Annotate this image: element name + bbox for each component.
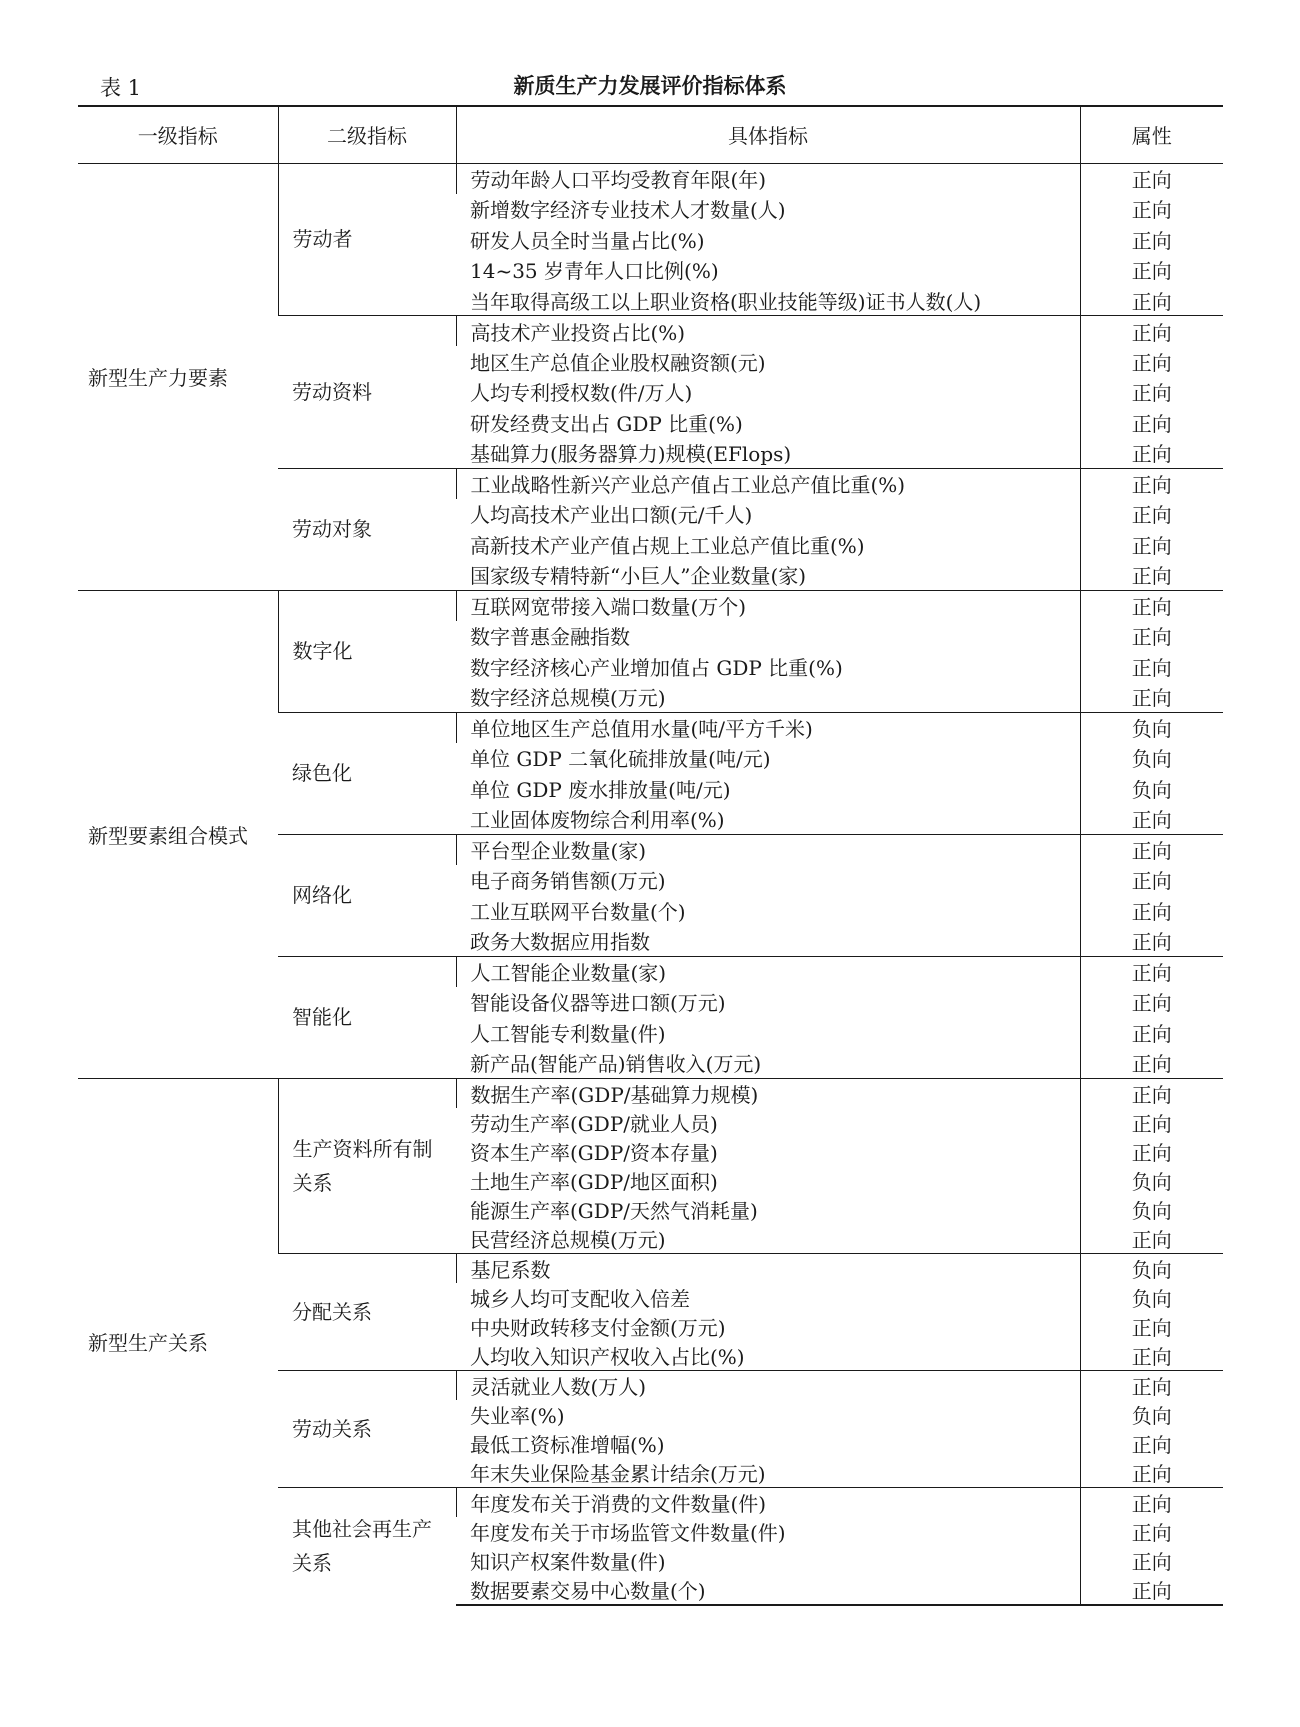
level2-indicator-cell: 生产资料所有制关系 — [278, 1078, 456, 1253]
attribute-cell: 负向 — [1080, 773, 1223, 804]
specific-indicator-cell: 当年取得高级工以上职业资格(职业技能等级)证书人数(人) — [470, 289, 982, 314]
specific-indicator-cell: 地区生产总值企业股权融资额(元) — [470, 350, 766, 375]
specific-indicator-cell: 人均专利授权数(件/万人) — [470, 381, 693, 406]
specific-indicator-cell: 数字普惠金融指数 — [470, 625, 630, 650]
specific-indicator-cell: 新产品(智能产品)销售收入(万元) — [470, 1052, 762, 1076]
specific-indicator-cell: 智能设备仪器等进口额(万元) — [470, 991, 726, 1016]
specific-indicator-cell: 基尼系数 — [456, 1253, 1080, 1283]
attribute-cell: 正向 — [1080, 1108, 1223, 1137]
table-number: 表 1 — [100, 76, 142, 100]
attribute-cell: 正向 — [1080, 865, 1223, 896]
table-title: 新质生产力发展评价指标体系 — [513, 74, 787, 98]
specific-indicator-cell: 能源生产率(GDP/天然气消耗量) — [470, 1198, 758, 1223]
specific-indicator-cell: 灵活就业人数(万人) — [456, 1370, 1080, 1400]
header-level2: 二级指标 — [278, 106, 456, 163]
specific-indicator-cell: 高新技术产业产值占规上工业总产值比重(%) — [470, 533, 865, 558]
attribute-cell: 负向 — [1080, 743, 1223, 774]
attribute-cell: 正向 — [1080, 560, 1223, 591]
specific-indicator-cell: 研发经费支出占 GDP 比重(%) — [470, 411, 743, 436]
attribute-cell: 正向 — [1080, 682, 1223, 713]
attribute-cell: 正向 — [1080, 987, 1223, 1018]
specific-indicator-cell: 中央财政转移支付金额(万元) — [470, 1315, 726, 1340]
level2-indicator-cell: 劳动者 — [278, 163, 456, 316]
level2-indicator-cell: 网络化 — [278, 834, 456, 956]
specific-indicator-cell: 数字经济总规模(万元) — [470, 686, 666, 710]
attribute-cell: 负向 — [1080, 1283, 1223, 1312]
level2-indicator-cell: 劳动关系 — [278, 1370, 456, 1487]
indicator-table-container — [78, 105, 1223, 1606]
attribute-cell: 正向 — [1080, 1137, 1223, 1166]
specific-indicator-cell: 劳动年龄人口平均受教育年限(年) — [456, 163, 1080, 194]
attribute-cell: 正向 — [1080, 163, 1223, 194]
level2-indicator-cell: 劳动对象 — [278, 468, 456, 590]
table-row — [78, 1078, 1223, 1108]
attribute-cell: 正向 — [1080, 1370, 1223, 1400]
attribute-cell: 正向 — [1080, 956, 1223, 987]
specific-indicator-cell: 国家级专精特新“小巨人”企业数量(家) — [470, 564, 807, 588]
attribute-cell: 正向 — [1080, 438, 1223, 469]
attribute-cell: 正向 — [1080, 1429, 1223, 1458]
specific-indicator-cell: 工业互联网平台数量(个) — [470, 899, 686, 924]
attribute-cell: 正向 — [1080, 346, 1223, 377]
specific-indicator-cell: 资本生产率(GDP/资本存量) — [470, 1140, 718, 1165]
specific-indicator-cell: 年度发布关于市场监管文件数量(件) — [470, 1520, 786, 1545]
attribute-cell: 正向 — [1080, 1224, 1223, 1254]
attribute-cell: 正向 — [1080, 1078, 1223, 1108]
specific-indicator-cell: 基础算力(服务器算力)规模(EFlops) — [470, 442, 792, 466]
attribute-cell: 正向 — [1080, 377, 1223, 408]
specific-indicator-cell: 单位 GDP 废水排放量(吨/元) — [470, 777, 731, 802]
attribute-cell: 正向 — [1080, 590, 1223, 621]
attribute-cell: 负向 — [1080, 1253, 1223, 1283]
level2-indicator-cell: 智能化 — [278, 956, 456, 1078]
specific-indicator-cell: 劳动生产率(GDP/就业人员) — [470, 1111, 718, 1136]
attribute-cell: 正向 — [1080, 834, 1223, 865]
specific-indicator-cell: 单位地区生产总值用水量(吨/平方千米) — [456, 712, 1080, 743]
specific-indicator-cell: 新增数字经济专业技术人才数量(人) — [470, 198, 786, 223]
header-level1: 一级指标 — [78, 106, 278, 163]
table-header-row — [78, 106, 1223, 163]
attribute-cell: 正向 — [1080, 651, 1223, 682]
attribute-cell: 正向 — [1080, 316, 1223, 347]
level1-indicator-cell: 新型要素组合模式 — [78, 590, 278, 1078]
attribute-cell: 正向 — [1080, 285, 1223, 316]
attribute-cell: 正向 — [1080, 468, 1223, 499]
specific-indicator-cell: 人工智能企业数量(家) — [456, 956, 1080, 987]
attribute-cell: 正向 — [1080, 255, 1223, 286]
level1-indicator-cell: 新型生产关系 — [78, 1078, 278, 1605]
level2-indicator-cell: 劳动资料 — [278, 316, 456, 469]
attribute-cell: 正向 — [1080, 1458, 1223, 1488]
header-attribute: 属性 — [1080, 106, 1223, 163]
specific-indicator-cell: 数据生产率(GDP/基础算力规模) — [456, 1078, 1080, 1108]
attribute-cell: 正向 — [1080, 1341, 1223, 1371]
attribute-cell: 负向 — [1080, 1195, 1223, 1224]
attribute-cell: 正向 — [1080, 224, 1223, 255]
specific-indicator-cell: 研发人员全时当量占比(%) — [470, 228, 705, 253]
table-row — [78, 590, 1223, 621]
table-row — [78, 163, 1223, 194]
specific-indicator-cell: 失业率(%) — [470, 1403, 565, 1428]
specific-indicator-cell: 工业战略性新兴产业总产值占工业总产值比重(%) — [456, 468, 1080, 499]
attribute-cell: 负向 — [1080, 1400, 1223, 1429]
specific-indicator-cell: 土地生产率(GDP/地区面积) — [470, 1169, 718, 1194]
specific-indicator-cell: 人工智能专利数量(件) — [470, 1021, 666, 1046]
specific-indicator-cell: 人均高技术产业出口额(元/千人) — [470, 503, 753, 528]
specific-indicator-cell: 互联网宽带接入端口数量(万个) — [456, 590, 1080, 621]
attribute-cell: 正向 — [1080, 194, 1223, 225]
specific-indicator-cell: 最低工资标准增幅(%) — [470, 1432, 665, 1457]
specific-indicator-cell: 数字经济核心产业增加值占 GDP 比重(%) — [470, 655, 843, 680]
level2-indicator-cell: 数字化 — [278, 590, 456, 712]
specific-indicator-cell: 城乡人均可支配收入倍差 — [470, 1286, 690, 1311]
attribute-cell: 正向 — [1080, 1487, 1223, 1517]
header-indicator: 具体指标 — [456, 106, 1080, 163]
level1-indicator-cell: 新型生产力要素 — [78, 163, 278, 590]
specific-indicator-cell: 人均收入知识产权收入占比(%) — [470, 1344, 745, 1369]
level2-indicator-cell: 其他社会再生产关系 — [278, 1487, 456, 1605]
specific-indicator-cell: 平台型企业数量(家) — [456, 834, 1080, 865]
attribute-cell: 正向 — [1080, 1048, 1223, 1079]
attribute-cell: 正向 — [1080, 621, 1223, 652]
specific-indicator-cell: 数据要素交易中心数量(个) — [456, 1575, 1080, 1605]
indicator-table — [78, 105, 1223, 1606]
specific-indicator-cell: 年末失业保险基金累计结余(万元) — [470, 1461, 766, 1486]
specific-indicator-cell: 工业固体废物综合利用率(%) — [470, 808, 725, 832]
attribute-cell: 正向 — [1080, 407, 1223, 438]
specific-indicator-cell: 电子商务销售额(万元) — [470, 869, 666, 894]
attribute-cell: 负向 — [1080, 712, 1223, 743]
specific-indicator-cell: 年度发布关于消费的文件数量(件) — [456, 1487, 1080, 1517]
attribute-cell: 正向 — [1080, 529, 1223, 560]
table-body — [78, 163, 1223, 1605]
specific-indicator-cell: 14~35 岁青年人口比例(%) — [470, 259, 719, 284]
level2-indicator-cell: 分配关系 — [278, 1253, 456, 1370]
specific-indicator-cell: 单位 GDP 二氧化硫排放量(吨/元) — [470, 747, 771, 772]
attribute-cell: 正向 — [1080, 1312, 1223, 1341]
level2-indicator-cell: 绿色化 — [278, 712, 456, 834]
specific-indicator-cell: 知识产权案件数量(件) — [470, 1549, 666, 1574]
attribute-cell: 正向 — [1080, 1017, 1223, 1048]
specific-indicator-cell: 政务大数据应用指数 — [470, 930, 650, 954]
attribute-cell: 正向 — [1080, 1517, 1223, 1546]
attribute-cell: 负向 — [1080, 1166, 1223, 1195]
attribute-cell: 正向 — [1080, 499, 1223, 530]
attribute-cell: 正向 — [1080, 895, 1223, 926]
attribute-cell: 正向 — [1080, 926, 1223, 957]
specific-indicator-cell: 高技术产业投资占比(%) — [456, 316, 1080, 347]
specific-indicator-cell: 民营经济总规模(万元) — [470, 1227, 666, 1252]
attribute-cell: 正向 — [1080, 1575, 1223, 1605]
attribute-cell: 正向 — [1080, 804, 1223, 835]
attribute-cell: 正向 — [1080, 1546, 1223, 1575]
